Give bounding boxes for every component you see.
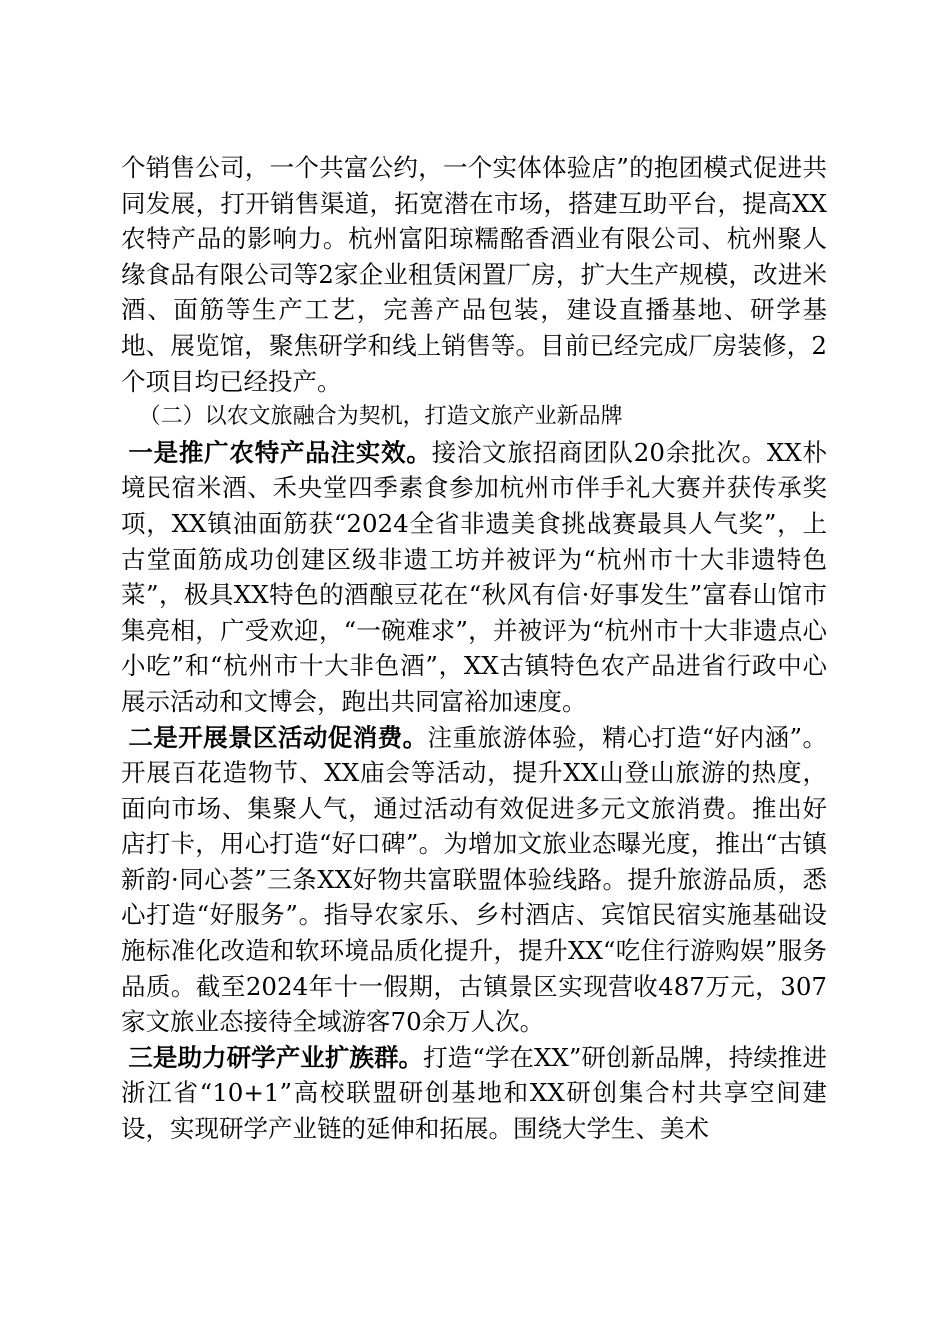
section-heading-text: （二）以农文旅融合为契机，打造文旅产业新品牌 [138,404,623,430]
item-text: 接洽文旅招商团队20余批次。XX朴境民宿米酒、禾央堂四季素食参加杭州市伴手礼大赛并获传承奖项，XX镇油面筋获“2024全省非遗美食挑战赛最具人气奖”，上古堂面筋成功创建区级非遗工坊并被评为“杭州市十大非遗特色菜”，极具XX特色的酒酿豆花在“秋风有信·好事发生”富春山馆市集亮相，广受欢迎，“一碗难求”，并被评为“杭州市十大非遗点心小吃”和“杭州市十大非色酒”，XX古镇特色农产品进省行政中心展示活动和文博会，跑出共同富裕加速度。 [121,437,828,716]
item-lead: 二是开展景区活动促消费。 [128,722,428,752]
item-text: 注重旅游体验，精心打造“好内涵”。开展百花造物节、XX庙会等活动，提升XX山登山旅游的热度，面向市场、集聚人气，通过活动有效促进多元文旅消费。推出好店打卡，用心打造“好口碑”。为增加文旅业态曝光度，推出“古镇新韵·同心荟”三条XX好物共富联盟体验线路。提升旅游品质，悉心打造“好服务”。指导农家乐、乡村酒店、宾馆民宿实施基础设施标准化改造和软环境品质化提升，提升XX“吃住行游购娱”服务品质。截至2024年十一假期，古镇景区实现营收487万元，307家文旅业态接待全域游客70余万人次。 [121,722,827,1037]
list-item [121,435,827,720]
item-text: 打造“学在XX”研创新品牌，持续推进浙江省“10+1”高校联盟研创基地和XX研创集合村共享空间建设，实现研学产业链的延伸和拓展。围绕大学生、美术 [121,1042,827,1144]
list-item [121,1040,827,1147]
section-heading [121,399,827,435]
list-item [121,720,827,1040]
document-body [121,150,827,1147]
paragraph-text: 个销售公司，一个共富公约，一个实体体验店”的抱团模式促进共同发展，打开销售渠道，拓宽潜在市场，搭建互助平台，提高XX农特产品的影响力。杭州富阳琼糯酩香酒业有限公司、杭州聚人缘食品有限公司等2家企业租赁闲置厂房，扩大生产规模，改进米酒、面筋等生产工艺，完善产品包装，建设直播基地、研学基地、展览馆，聚焦研学和线上销售等。目前已经完成厂房装修，2个项目均已经投产。 [121,153,827,396]
paragraph-intro-continuation [121,150,827,399]
item-lead: 三是助力研学产业扩族群。 [128,1042,424,1072]
item-lead: 一是推广农特产品注实效。 [128,437,432,467]
